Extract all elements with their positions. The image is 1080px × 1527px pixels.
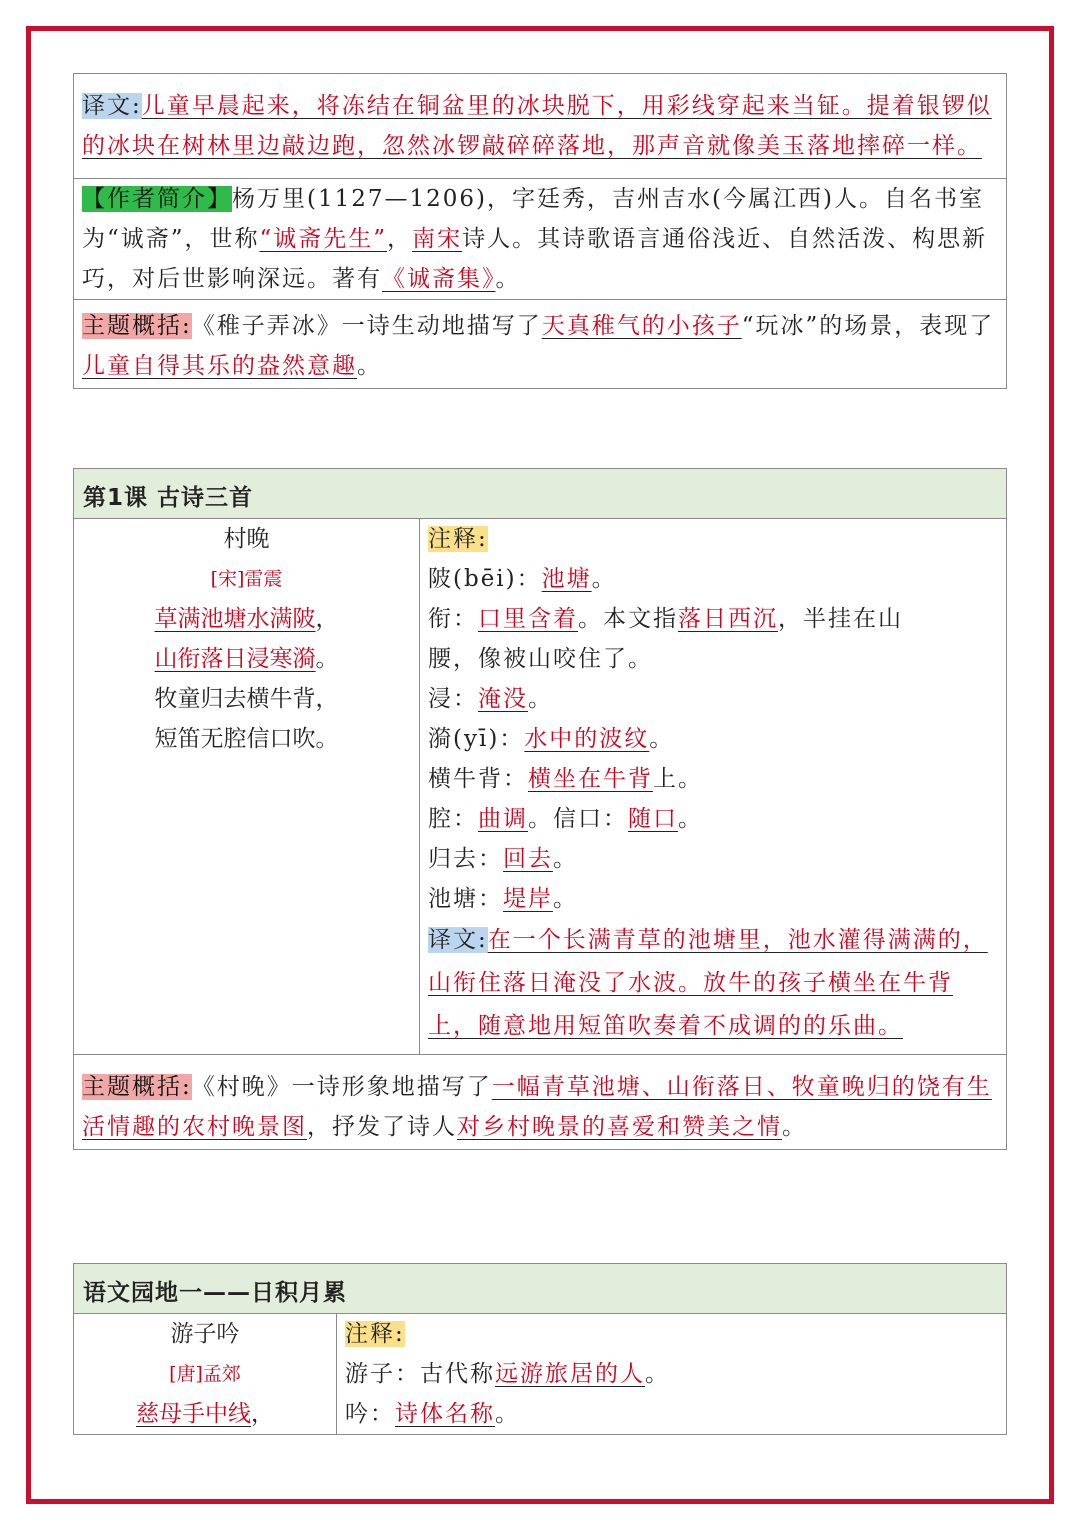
theme-text-3: 。 bbox=[357, 353, 382, 379]
note-item bbox=[428, 679, 998, 719]
theme-tag: 主题概括: bbox=[82, 1074, 192, 1100]
poem-column bbox=[74, 1314, 337, 1434]
author-text-3: 诗人。其诗歌语言通俗浅近、自然活泼、构思新巧，对后世影响深远。著有 bbox=[82, 226, 988, 292]
poem-line bbox=[74, 679, 419, 719]
note-term: 浸： bbox=[428, 686, 478, 712]
poem-dynasty: [宋] bbox=[210, 568, 245, 590]
note-meaning: 横坐在牛背 bbox=[528, 766, 653, 792]
author-row bbox=[74, 179, 1006, 300]
poem-line bbox=[74, 639, 419, 679]
theme-text-1: 《稚子弄冰》一诗生动地描写了 bbox=[191, 313, 542, 339]
lesson-1-card bbox=[73, 468, 1007, 1150]
author-text-2: ， bbox=[387, 226, 413, 252]
theme-text-1: 《村晚》一诗形象地描写了 bbox=[191, 1074, 492, 1100]
note-item bbox=[428, 719, 998, 759]
note-meaning: 远游旅居的人 bbox=[495, 1361, 645, 1387]
note-term: 游子：古代称 bbox=[345, 1361, 495, 1387]
translation-tag: 译文: bbox=[428, 927, 488, 953]
poem-line bbox=[74, 719, 419, 759]
lesson-1-theme-row bbox=[74, 1055, 1006, 1149]
poem-dynasty: [唐] bbox=[169, 1363, 203, 1385]
note-item bbox=[345, 1394, 998, 1434]
translation-row bbox=[74, 74, 1006, 179]
theme-highlight-2: 儿童自得其乐的盎然意趣 bbox=[82, 353, 357, 379]
poem-line bbox=[74, 599, 419, 639]
lesson-1-body bbox=[74, 519, 1006, 1055]
notes-column bbox=[337, 1314, 1006, 1434]
garden-header: 语文园地一——日积月累 bbox=[74, 1264, 1006, 1314]
theme-text-3: 。 bbox=[782, 1114, 807, 1140]
note-meaning: 淹没 bbox=[478, 686, 528, 712]
translation-text: 儿童早晨起来，将冻结在铜盆里的冰块脱下，用彩线穿起来当钲。提着银锣似的冰块在树林里边敲边跑，忽然冰锣敲碎碎落地，那声音就像美玉落地摔碎一样。 bbox=[82, 93, 992, 159]
author-text-4: 。 bbox=[495, 266, 521, 292]
poem-info-card bbox=[73, 73, 1007, 389]
theme-row bbox=[74, 300, 1006, 388]
poem-line-text: 短笛无腔信口吹。 bbox=[154, 726, 339, 752]
note-meaning: 水中的波纹 bbox=[524, 726, 650, 752]
lesson-1-header: 第1课 古诗三首 bbox=[74, 469, 1006, 519]
translation-tag: 译文: bbox=[82, 93, 142, 119]
note-meaning: 堤岸 bbox=[503, 886, 553, 912]
note-item-continued: 腰，像被山咬住了。 bbox=[428, 646, 653, 672]
note-tail: 。 bbox=[678, 806, 703, 832]
note-term: 归去： bbox=[428, 846, 503, 872]
author-text-1: 杨万里(1127—1206)，字廷秀，吉州吉水(今属江西)人。自名书室为“诚斋”，世称 bbox=[82, 186, 984, 252]
poem-line-text: ， bbox=[315, 606, 339, 632]
author-highlight-2: 南宋 bbox=[412, 226, 463, 252]
poem-title: 游子吟 bbox=[170, 1321, 240, 1347]
note-meaning: 落日西沉 bbox=[678, 606, 778, 632]
notes-heading bbox=[345, 1314, 998, 1354]
note-term: 池塘： bbox=[428, 886, 503, 912]
notes-heading bbox=[428, 519, 998, 559]
note-term: 吟： bbox=[345, 1401, 395, 1427]
translation-text: 在一个长满青草的池塘里，池水灌得满满的，山衔住落日淹没了水波。放牛的孩子横坐在牛背上，随意地用短笛吹奏着不成调的的乐曲。 bbox=[428, 927, 988, 1039]
note-term: 横牛背： bbox=[428, 766, 528, 792]
author-highlight-1: “诚斋先生” bbox=[259, 226, 388, 252]
note-tail: 。 bbox=[649, 726, 675, 752]
note-tail: 。信口： bbox=[528, 806, 628, 832]
poet-name: 孟郊 bbox=[202, 1363, 241, 1385]
poem-line-highlight: 慈母手中线 bbox=[136, 1401, 251, 1427]
note-tail: 。 bbox=[553, 886, 578, 912]
poem-column bbox=[74, 519, 420, 1054]
note-item bbox=[428, 759, 998, 799]
note-tail: 。 bbox=[591, 566, 617, 592]
note-term: 陂(bēi)： bbox=[428, 566, 542, 592]
notes-tag: 注释: bbox=[428, 526, 488, 552]
poem-line-text: ， bbox=[251, 1401, 274, 1427]
poem-line-text: 牧童归去横牛背， bbox=[154, 686, 339, 712]
note-item bbox=[428, 559, 998, 599]
note-item bbox=[428, 799, 998, 839]
poem-author bbox=[74, 559, 419, 599]
note-tail: ，半挂在山 bbox=[778, 606, 903, 632]
note-meaning: 回去 bbox=[503, 846, 553, 872]
note-tail: 。 bbox=[528, 686, 553, 712]
note-term: 衔： bbox=[428, 606, 478, 632]
note-item bbox=[428, 599, 998, 639]
note-meaning: 随口 bbox=[628, 806, 678, 832]
chinese-garden-card bbox=[73, 1263, 1007, 1435]
theme-highlight-1: 天真稚气的小孩子 bbox=[541, 313, 742, 339]
lesson-1-translation bbox=[428, 919, 998, 1054]
note-item bbox=[345, 1354, 998, 1394]
note-tail: 。 bbox=[495, 1401, 520, 1427]
poet-name: 雷震 bbox=[244, 568, 283, 590]
author-tag: 【作者简介】 bbox=[82, 186, 232, 212]
theme-text-2: ，抒发了诗人 bbox=[307, 1114, 457, 1140]
note-meaning: 池塘 bbox=[541, 566, 592, 592]
theme-highlight-2: 对乡村晚景的喜爱和赞美之情 bbox=[457, 1114, 782, 1140]
note-meaning: 曲调 bbox=[478, 806, 528, 832]
theme-tag: 主题概括: bbox=[82, 313, 192, 339]
note-tail: 。本文指 bbox=[578, 606, 678, 632]
note-tail: 上。 bbox=[653, 766, 703, 792]
poem-line-highlight: 山衔落日浸寒漪 bbox=[154, 646, 316, 672]
garden-body bbox=[74, 1314, 1006, 1434]
poem-author bbox=[74, 1354, 336, 1394]
note-item bbox=[428, 839, 998, 879]
note-meaning: 口里含着 bbox=[478, 606, 578, 632]
poem-line-text: 。 bbox=[315, 646, 339, 672]
note-meaning: 诗体名称 bbox=[395, 1401, 495, 1427]
note-tail: 。 bbox=[645, 1361, 670, 1387]
note-term: 漪(yī)： bbox=[428, 726, 525, 752]
note-tail: 。 bbox=[553, 846, 578, 872]
notes-column bbox=[420, 519, 1006, 1054]
note-item bbox=[428, 879, 998, 919]
note-term: 腔： bbox=[428, 806, 478, 832]
author-highlight-3: 《诚斋集》 bbox=[382, 266, 496, 292]
poem-title: 村晚 bbox=[223, 526, 270, 552]
notes-tag: 注释: bbox=[345, 1321, 405, 1347]
poem-line-highlight: 草满池塘水满陂 bbox=[154, 606, 316, 632]
theme-text-2: “玩冰”的场景，表现了 bbox=[741, 313, 995, 339]
theme-highlight-1: 一幅青草池塘、山衔落日、牧童晚归的饶有生活情趣的农村晚景图 bbox=[82, 1074, 992, 1140]
poem-line bbox=[74, 1394, 336, 1434]
